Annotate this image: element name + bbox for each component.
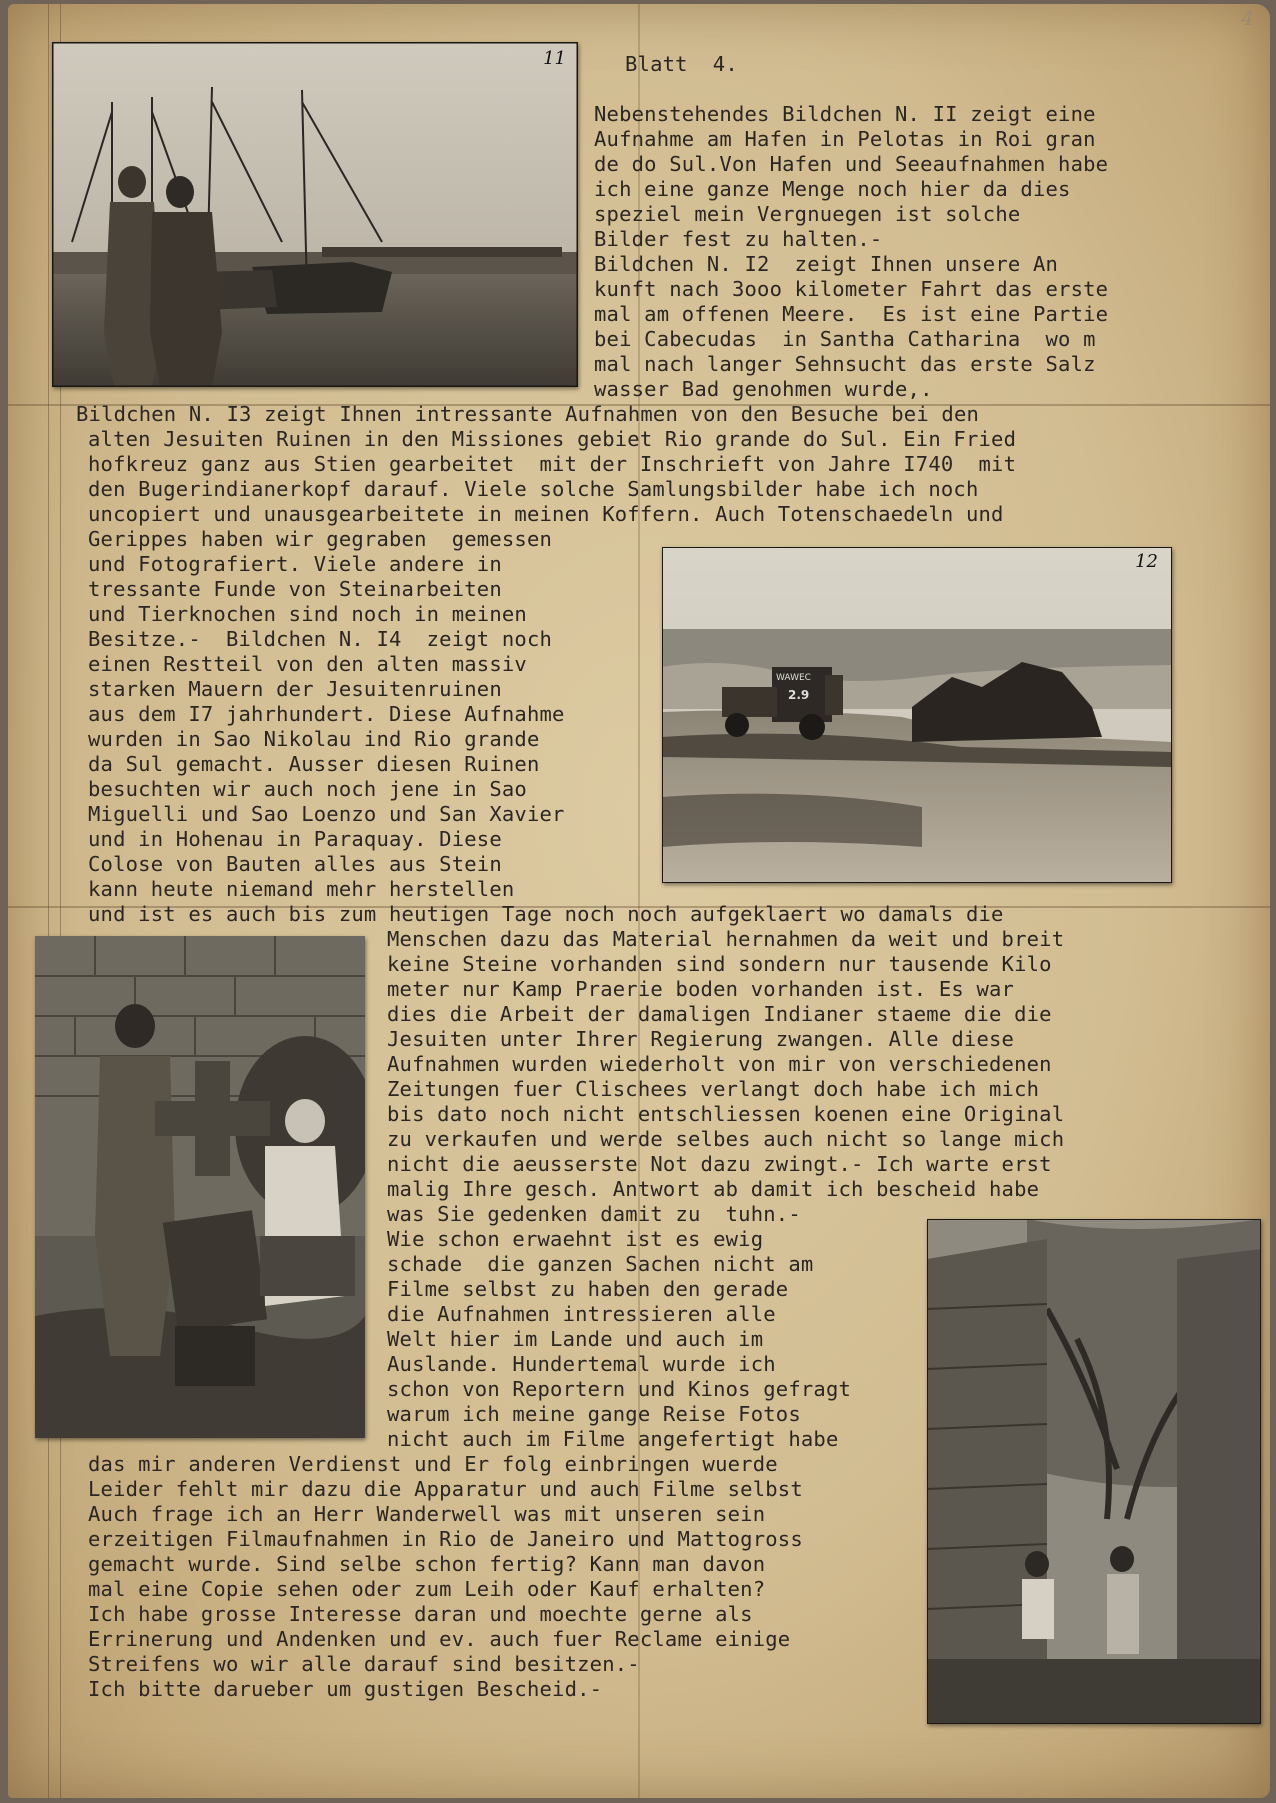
text-line: Filme selbst zu haben den gerade xyxy=(387,1277,789,1301)
text-line: und in Hohenau in Paraquay. Diese xyxy=(88,827,502,851)
text-line: erzeitigen Filmaufnahmen in Rio de Janeiro und Mattogross xyxy=(88,1527,803,1551)
text-line: da Sul gemacht. Ausser diesen Ruinen xyxy=(88,752,540,776)
text-line: alten Jesuiten Ruinen in den Missiones gebiet Rio grande do Sul. Ein Fried xyxy=(88,427,1017,451)
text-line: Menschen dazu das Material hernahmen da weit und breit xyxy=(387,927,1065,951)
text-line: malig Ihre gesch. Antwort ab damit ich bescheid habe xyxy=(387,1177,1040,1201)
photo-harbor xyxy=(52,42,578,387)
text-line: Aufnahmen wurden wiederholt von mir von verschiedenen xyxy=(387,1052,1052,1076)
text-line: mal nach langer Sehnsucht das erste Salz xyxy=(594,352,1096,376)
text-line: die Aufnahmen intressieren alle xyxy=(387,1302,776,1326)
car-sign-line2: 2.9 xyxy=(788,688,810,702)
page-number: 4 xyxy=(1241,6,1254,30)
text-line: mal eine Copie sehen oder zum Leih oder Kauf erhalten? xyxy=(88,1577,766,1601)
text-line: Auslande. Hundertemal wurde ich xyxy=(387,1352,776,1376)
photo-stone-cross xyxy=(35,936,365,1438)
text-line: kunft nach 3ooo kilometer Fahrt das erste xyxy=(594,277,1109,301)
text-line: bei Cabecudas in Santha Catharina wo m xyxy=(594,327,1096,351)
text-line: und Tierknochen sind noch in meinen xyxy=(88,602,527,626)
text-line: starken Mauern der Jesuitenruinen xyxy=(88,677,502,701)
text-line: kann heute niemand mehr herstellen xyxy=(88,877,515,901)
text-line: den Bugerindianerkopf darauf. Viele solche Samlungsbilder habe ich noch xyxy=(88,477,979,501)
text-line: de do Sul.Von Hafen und Seeaufnahmen habe xyxy=(594,152,1109,176)
photo-number: 12 xyxy=(1135,551,1158,572)
text-line: hofkreuz ganz aus Stien gearbeitet mit der Inschrieft von Jahre I740 mit xyxy=(88,452,1017,476)
text-line: Aufnahme am Hafen in Pelotas in Roi gran xyxy=(594,127,1096,151)
text-line: Bilder fest zu halten.- xyxy=(594,227,883,251)
text-line: besuchten wir auch noch jene in Sao xyxy=(88,777,527,801)
text-line: Gerippes haben wir gegraben gemessen xyxy=(88,527,553,551)
text-line: Bildchen N. I2 zeigt Ihnen unsere An xyxy=(594,252,1059,276)
text-line: aus dem I7 jahrhundert. Diese Aufnahme xyxy=(88,702,565,726)
text-line: Auch frage ich an Herr Wanderwell was mit unseren sein xyxy=(88,1502,766,1526)
text-line: Leider fehlt mir dazu die Apparatur und auch Filme selbst xyxy=(88,1477,803,1501)
text-line: Ich bitte darueber um gustigen Bescheid.- xyxy=(88,1677,603,1701)
text-line: Welt hier im Lande und auch im xyxy=(387,1327,764,1351)
text-line: wasser Bad genohmen wurde,. xyxy=(594,377,933,401)
text-line: Jesuiten unter Ihrer Regierung zwangen. Alle diese xyxy=(387,1027,1015,1051)
text-line: Wie schon erwaehnt ist es ewig xyxy=(387,1227,764,1251)
text-line: dies die Arbeit der damaligen Indianer staeme die die xyxy=(387,1002,1052,1026)
text-line: Besitze.- Bildchen N. I4 zeigt noch xyxy=(88,627,553,651)
text-line: ich eine ganze Menge noch hier da dies xyxy=(594,177,1071,201)
text-line: Ich habe grosse Interesse daran und moechte gerne als xyxy=(88,1602,753,1626)
text-line: Bildchen N. I3 zeigt Ihnen intressante Aufnahmen von den Besuche bei den xyxy=(76,402,980,426)
text-line: uncopiert und unausgearbeitete in meinen Koffern. Auch Totenschaedeln und xyxy=(88,502,1004,526)
text-line: tressante Funde von Steinarbeiten xyxy=(88,577,502,601)
photo-number: 11 xyxy=(543,48,566,69)
text-line: warum ich meine gange Reise Fotos xyxy=(387,1402,801,1426)
text-line: zu verkaufen und werde selbes auch nicht so lange mich xyxy=(387,1127,1065,1151)
text-line: keine Steine vorhanden sind sondern nur tausende Kilo xyxy=(387,952,1052,976)
photo-coast-car xyxy=(662,547,1172,883)
text-line: wurden in Sao Nikolau ind Rio grande xyxy=(88,727,540,751)
text-line: nicht auch im Filme angefertigt habe xyxy=(387,1427,839,1451)
photo-jesuit-ruins xyxy=(927,1219,1261,1724)
text-line: schade die ganzen Sachen nicht am xyxy=(387,1252,814,1276)
text-line: einen Restteil von den alten massiv xyxy=(88,652,527,676)
text-line: Streifens wo wir alle darauf sind besitzen.- xyxy=(88,1652,640,1676)
text-line: Errinerung und Andenken und ev. auch fuer Reclame einige xyxy=(88,1627,791,1651)
text-line: mal am offenen Meere. Es ist eine Partie xyxy=(594,302,1109,326)
text-line: gemacht wurde. Sind selbe schon fertig? Kann man davon xyxy=(88,1552,766,1576)
margin-line xyxy=(48,4,49,1798)
text-line: nicht die aeusserste Not dazu zwingt.- Ich warte erst xyxy=(387,1152,1052,1176)
text-line: Colose von Bauten alles aus Stein xyxy=(88,852,502,876)
text-line: Nebenstehendes Bildchen N. II zeigt eine xyxy=(594,102,1096,126)
car-sign-line1: WAWEC xyxy=(776,673,811,683)
text-line: bis dato noch nicht entschliessen koenen eine Original xyxy=(387,1102,1065,1126)
text-line: speziel mein Vergnuegen ist solche xyxy=(594,202,1021,226)
text-line: Miguelli und Sao Loenzo und San Xavier xyxy=(88,802,565,826)
text-line: schon von Reportern und Kinos gefragt xyxy=(387,1377,852,1401)
text-line: was Sie gedenken damit zu tuhn.- xyxy=(387,1202,801,1226)
text-line: das mir anderen Verdienst und Er folg einbringen wuerde xyxy=(88,1452,778,1476)
text-line: meter nur Kamp Praerie boden vorhanden ist. Es war xyxy=(387,977,1015,1001)
text-line: und Fotografiert. Viele andere in xyxy=(88,552,502,576)
text-line: und ist es auch bis zum heutigen Tage noch noch aufgeklaert wo damals die xyxy=(88,902,1004,926)
sheet-label: Blatt 4. xyxy=(625,52,738,76)
text-line: Zeitungen fuer Clischees verlangt doch habe ich mich xyxy=(387,1077,1040,1101)
